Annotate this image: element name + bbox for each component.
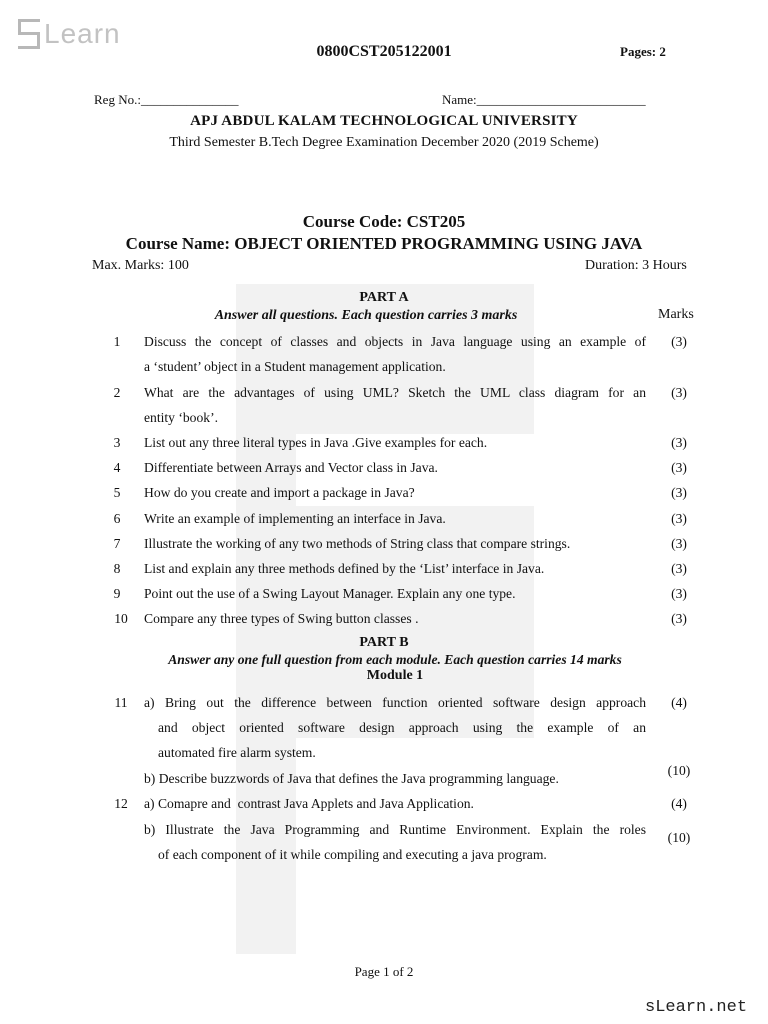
question-text-cont: of each component of it while compiling and executing a java program. (158, 847, 547, 862)
question-marks: (3) (671, 435, 687, 450)
question-text: What are the advantages of using UML? Sketch the UML class diagram for an (144, 385, 646, 400)
paper-code: 0800CST205122001 (316, 43, 452, 60)
question-text: a) Bring out the difference between function oriented software design approach (144, 695, 646, 710)
question-number: 5 (113, 485, 121, 500)
question-marks: (4) (671, 796, 687, 811)
page-count: Pages: 2 (620, 44, 666, 59)
question-marks: (3) (671, 586, 687, 601)
question-marks: (3) (671, 385, 687, 400)
question-text: a) Comapre and contrast Java Applets and Java Application. (144, 796, 474, 811)
question-text: b) Describe buzzwords of Java that defines the Java programming language. (144, 771, 559, 786)
part-b-instruction: Answer any one full question from each module. Each question carries 14 marks (168, 652, 622, 667)
question-number: 8 (113, 561, 121, 576)
question-number: 1 (113, 334, 121, 349)
max-marks: Max. Marks: 100 (92, 258, 189, 273)
question-text: Write an example of implementing an interface in Java. (144, 511, 446, 526)
course-name: Course Name: OBJECT ORIENTED PROGRAMMING USING JAVA (125, 234, 643, 253)
question-number: 9 (113, 586, 121, 601)
question-number: 3 (113, 435, 121, 450)
question-text: Illustrate the working of any two methods of String class that compare strings. (144, 536, 571, 551)
university-name: APJ ABDUL KALAM TECHNOLOGICAL UNIVERSITY (190, 113, 578, 129)
question-marks: (3) (671, 511, 687, 526)
question-number: 11 (114, 695, 128, 710)
question-marks: (10) (667, 763, 691, 778)
question-text: List out any three literal types in Java .Give examples for each. (144, 435, 488, 450)
site-name: sLearn.net (645, 998, 748, 1017)
question-text-cont: and object oriented software design approach using the example of an (158, 720, 646, 735)
question-marks: (3) (671, 334, 687, 349)
reg-no-field: Reg No.:_______________ (94, 92, 239, 107)
question-text-cont: automated fire alarm system. (158, 745, 316, 760)
part-a-title: PART A (359, 290, 409, 305)
question-marks: (3) (671, 536, 687, 551)
page-number: Page 1 of 2 (354, 964, 414, 979)
name-field: Name:__________________________ (442, 92, 646, 107)
question-number: 7 (113, 536, 121, 551)
exam-title: Third Semester B.Tech Degree Examination December 2020 (2019 Scheme) (169, 135, 599, 150)
part-a-instruction: Answer all questions. Each question carries 3 marks (214, 308, 518, 323)
question-marks: (3) (671, 611, 687, 626)
module-1-title: Module 1 (366, 668, 424, 683)
question-number: 4 (113, 460, 121, 475)
question-text: List and explain any three methods defined by the ‘List’ interface in Java. (144, 561, 545, 576)
question-text-cont: a ‘student’ object in a Student management application. (144, 359, 446, 374)
question-marks: (3) (671, 561, 687, 576)
question-text: Point out the use of a Swing Layout Manager. Explain any one type. (144, 586, 516, 601)
question-text: b) Illustrate the Java Programming and Runtime Environment. Explain the roles (144, 822, 646, 837)
part-b-title: PART B (359, 635, 409, 650)
question-number: 10 (114, 611, 128, 626)
question-marks: (10) (667, 830, 691, 845)
question-marks: (3) (671, 485, 687, 500)
question-text: Differentiate between Arrays and Vector class in Java. (144, 460, 438, 475)
duration: Duration: 3 Hours (585, 258, 687, 273)
question-text: How do you create and import a package in Java? (144, 485, 415, 500)
question-number: 12 (114, 796, 128, 811)
question-text-cont: entity ‘book’. (144, 410, 218, 425)
course-code: Course Code: CST205 (302, 212, 466, 231)
question-marks: (4) (671, 695, 687, 710)
question-number: 2 (113, 385, 121, 400)
question-text: Compare any three types of Swing button classes . (144, 611, 419, 626)
question-number: 6 (113, 511, 121, 526)
logo-text: Learn (44, 18, 121, 49)
question-text: Discuss the concept of classes and objects in Java language using an example of (144, 334, 646, 349)
question-marks: (3) (671, 460, 687, 475)
marks-header: Marks (658, 307, 694, 322)
